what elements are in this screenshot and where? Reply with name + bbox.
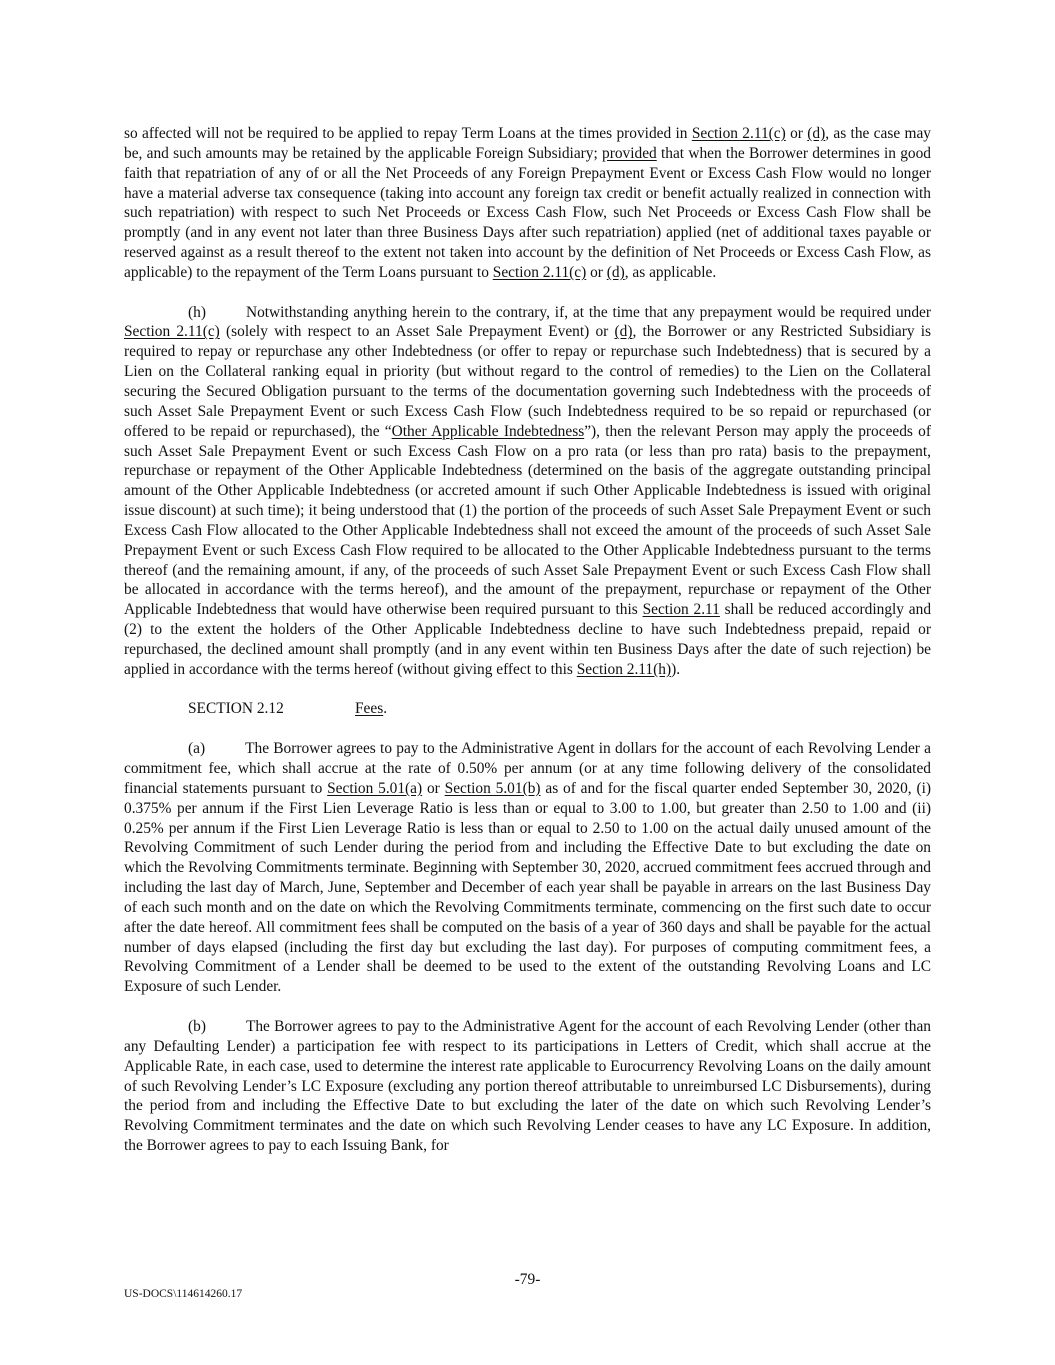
cross-reference: Section 2.11(c) — [124, 323, 220, 341]
paragraph-b: (b) The Borrower agrees to pay to the Administrative Agent for the account of each Revolving Lender (other than any Defaulting Lender) a participation fee with respect to its participations in Letters of Credit, which shall accrue at the Applicable Rate, in each case, used to determine the interest rate applicable to Eurocurrency Revolving Loans on the daily amount of such Revolving Lender’s LC Exposure (excluding any portion thereof attributable to unreimbursed LC Disbursements), during the period from and including the Effective Date to but excluding the later of the date on which such Revolving Lender’s Revolving Commitment terminates and the date on which such Revolving Lender ceases to have any LC Exposure. In addition, the Borrower agrees to pay to each Issuing Bank, for — [124, 1017, 931, 1155]
document-body — [124, 124, 931, 1176]
page-number: -79- — [514, 1271, 541, 1288]
cross-reference: Section 2.11(c) — [492, 263, 587, 281]
cross-reference: Section 5.01(b) — [444, 779, 541, 797]
cross-reference: (d) — [807, 125, 826, 142]
clause-label: (a) — [188, 740, 206, 758]
cross-reference: Section 2.11(h) — [576, 660, 672, 678]
paragraph-continuation: so affected will not be required to be applied to repay Term Loans at the times provided in Section 2.11(c) or (d), as the case may be, and such amounts may be retained by the applicable Foreign Subsidiary; provided that when the Borrower determines in good faith that repatriation of any of or all the Net Proceeds of any Foreign Prepayment Event or Excess Cash Flow would no longer have a material adverse tax consequence (taking into account any foreign tax credit or benefit actually realized in connection with such repatriation) with respect to such Net Proceeds or Excess Cash Flow, such Net Proceeds or Excess Cash Flow shall be promptly (and in any event not later than three Business Days after such repatriation) applied (net of additional taxes payable or reserved against as a result thereof to the extent not taken into account by the definition of Net Proceeds or Excess Cash Flow, as applicable) to the repayment of the Term Loans pursuant to Section 2.11(c) or (d), as applicable. — [124, 125, 931, 281]
section-heading: SECTION 2.12 Fees. — [188, 700, 388, 718]
defined-term: Other Applicable Indebtedness — [391, 422, 585, 440]
cross-reference: Section 5.01(a) — [327, 779, 423, 797]
clause-label: (h) — [188, 303, 206, 321]
section-number: SECTION 2.12 — [188, 700, 284, 718]
section-title: Fees — [355, 700, 384, 718]
paragraph-h: (h) Notwithstanding anything herein to the contrary, if, at the time that any prepayment would be required under Section 2.11(c) (solely with respect to an Asset Sale Prepayment Event) or (d), the Borrower or any Restricted Subsidiary is required to repay or repurchase any other Indebtedness (or offer to repay or repurchase such Indebtedness) that is secured by a Lien on the Collateral ranking equal in priority (but without regard to the control of remedies) to the Lien on the Collateral securing the Secured Obligation pursuant to the terms of the documentation governing such Indebtedness with the proceeds of such Asset Sale Prepayment Event or such Excess Cash Flow (such Indebtedness required to be so repaid or repurchased (or offered to be repaid or repurchased), the “Other Applicable Indebtedness”), then the relevant Person may apply the proceeds of such Asset Sale Prepayment Event or such Excess Cash Flow on a pro rata (or less than pro rata) basis to the prepayment, repurchase or repayment of the Other Applicable Indebtedness (determined on the basis of the aggregate outstanding principal amount of the Other Applicable Indebtedness (or accreted amount if such Other Applicable Indebtedness is issued with original issue discount) at such time); it being understood that (1) the portion of the proceeds of such Asset Sale Prepayment Event or such Excess Cash Flow allocated to the Other Applicable Indebtedness shall not exceed the amount of the proceeds of such Asset Sale Prepayment Event or such Excess Cash Flow required to be allocated to the Other Applicable Indebtedness pursuant to the terms thereof (and the remaining amount, if any, of the proceeds of such Asset Sale Prepayment Event or such Excess Cash Flow shall be allocated in accordance with the terms hereof), and the amount of the prepayment, repurchase or repayment of the Other Applicable Indebtedness that would have otherwise been required pursuant to this Section 2.11 shall be reduced accordingly and (2) to the extent the holders of the Other Applicable Indebtedness decline to have such Indebtedness prepaid, repaid or repurchased, the declined amount shall promptly (and in any event within ten Business Days after the date of such rejection) be applied in accordance with the terms hereof (without giving effect to this Section 2.11(h)). — [124, 303, 932, 678]
clause-label: (b) — [188, 1017, 206, 1035]
paragraph-a: (a) The Borrower agrees to pay to the Administrative Agent in dollars for the account of each Revolving Lender a commitment fee, which shall accrue at the rate of 0.50% per annum (or at any time following delivery of the consolidated financial statements pursuant to Section 5.01(a) or Section 5.01(b) as of and for the fiscal quarter ended September 30, 2020, (i) 0.375% per annum if the First Lien Leverage Ratio is less than or equal to 3.00 to 1.00, but greater than 2.50 to 1.00 and (ii) 0.25% per annum if the First Lien Leverage Ratio is less than or equal to 2.50 to 1.00 on the actual daily unused amount of the Revolving Commitment of such Lender during the period from and including the Effective Date to but excluding the date on which the Revolving Commitments terminate. Beginning with September 30, 2020, accrued commitment fees accrued through and including the last day of March, June, September and December of each year shall be payable in arrears on the last Business Day of each such month and on the date on which the Revolving Commitments terminate, commencing on the first such date to occur after the date hereof. All commitment fees shall be computed on the basis of a year of 360 days and shall be payable for the actual number of days elapsed (including the first day but excluding the last day). For purposes of computing commitment fees, a Revolving Commitment of a Lender shall be deemed to be used to the extent of the outstanding Revolving Loans and LC Exposure of such Lender. — [124, 740, 932, 996]
cross-reference: (d) — [606, 263, 625, 281]
cross-reference: (d) — [614, 323, 633, 341]
cross-reference: Section 2.11 — [642, 601, 720, 619]
document-id: US-DOCS\114614260.17 — [124, 1288, 243, 1300]
defined-term-provided: provided — [602, 144, 657, 162]
cross-reference: Section 2.11(c) — [691, 125, 786, 142]
